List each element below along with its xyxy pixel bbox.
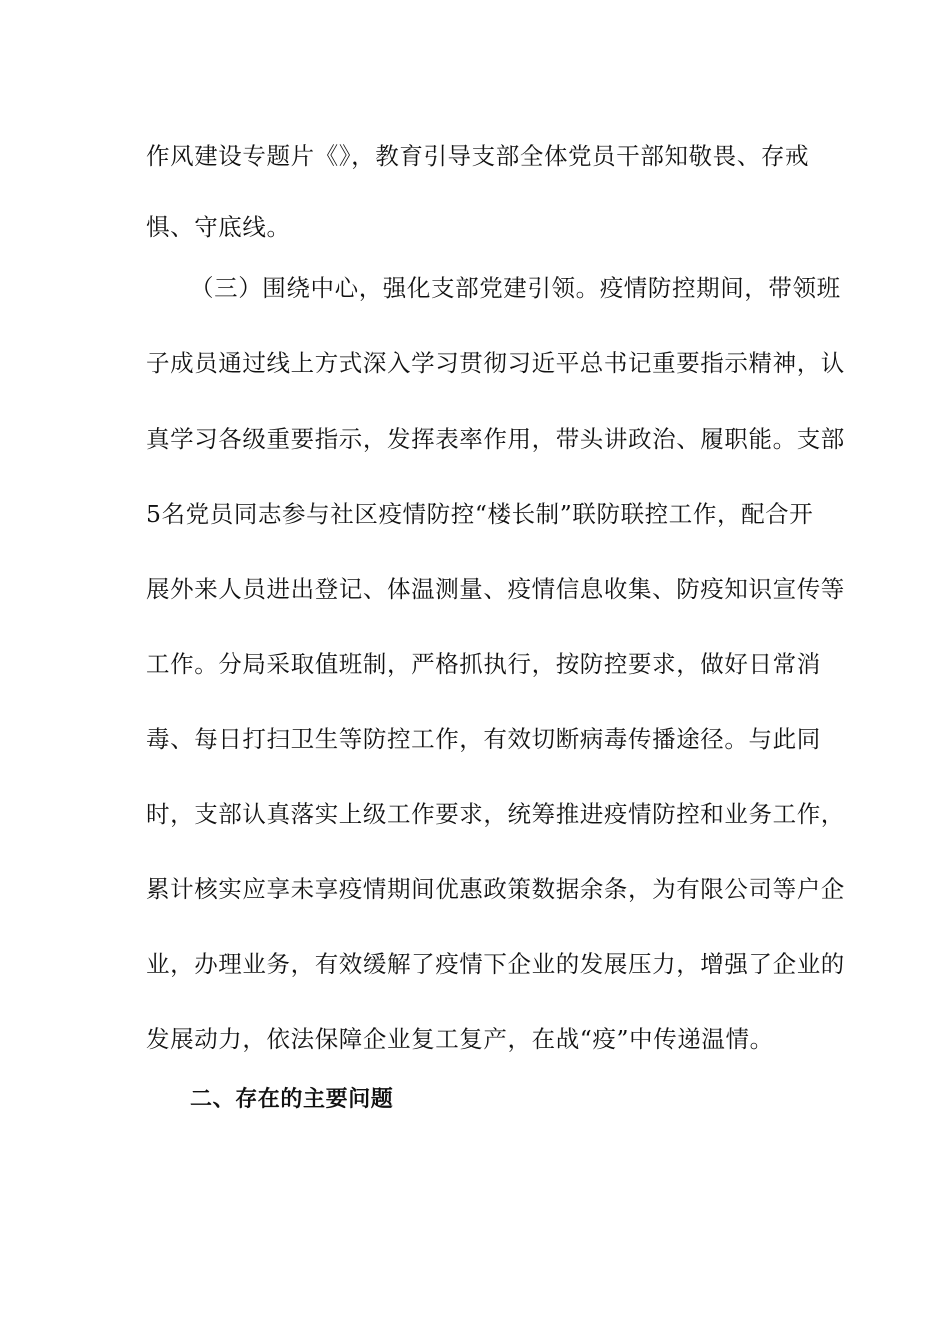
paragraph-line: 发展动力，依法保障企业复工复产，在战“疫”中传递温情。 — [146, 1025, 774, 1053]
paragraph-line: 工作。分局采取值班制，严格抓执行，按防控要求，做好日常消 — [146, 650, 821, 678]
paragraph-line: 时，支部认真落实上级工作要求，统筹推进疫情防控和业务工作， — [146, 800, 845, 828]
paragraph-line: 作风建设专题片《》，教育引导支部全体党员干部知敬畏、存戒 — [146, 142, 810, 170]
paragraph-line: 惧、守底线。 — [146, 213, 291, 241]
paragraph-line: 5名党员同志参与社区疫情防控“楼长制”联防联控工作，配合开 — [146, 500, 814, 528]
paragraph-line: 业，办理业务，有效缓解了疫情下企业的发展压力，增强了企业的 — [146, 950, 845, 978]
paragraph-line: 展外来人员进出登记、体温测量、疫情信息收集、防疫知识宣传等 — [146, 575, 845, 603]
section-heading: 二、存在的主要问题 — [190, 1087, 394, 1112]
paragraph-line: 毒、每日打扫卫生等防控工作，有效切断病毒传播途径。与此同 — [146, 725, 821, 753]
paragraph-line: 真学习各级重要指示，发挥表率作用，带头讲政治、履职能。支部 — [146, 425, 845, 453]
paragraph-line: 子成员通过线上方式深入学习贯彻习近平总书记重要指示精神，认 — [146, 349, 845, 377]
paragraph-line: 累计核实应享未享疫情期间优惠政策数据余条，为有限公司等户企 — [146, 875, 845, 903]
paragraph-line: （三）围绕中心，强化支部党建引领。疫情防控期间，带领班 — [190, 274, 841, 302]
